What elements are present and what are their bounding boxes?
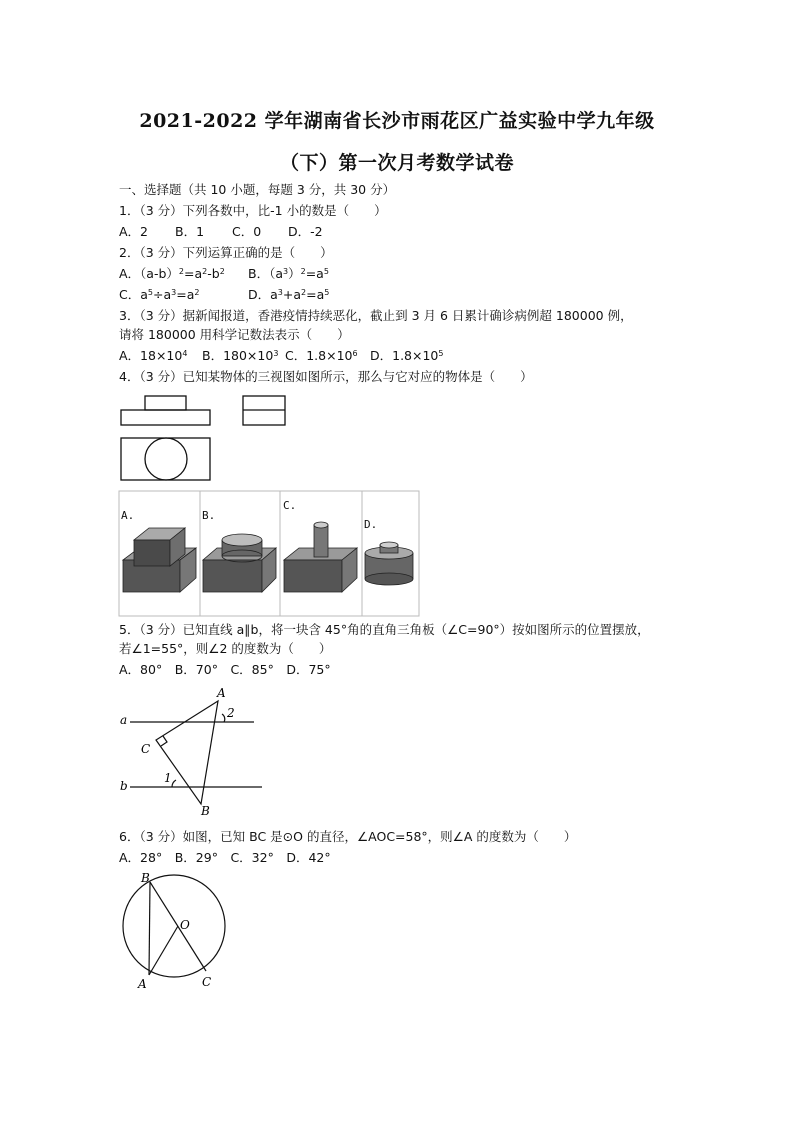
q3-option-a: A．$18\times 10^4$ <box>119 348 188 363</box>
q3-option-c: C．$1.8\times 10^6$ <box>285 348 358 363</box>
label-C: C <box>141 742 151 756</box>
q2-option-b: B．$(a^3)^2=a^5$ <box>248 266 329 281</box>
label-C: C <box>202 975 212 989</box>
q4-option-label-c: C. <box>283 499 297 512</box>
q3-stem-line1: 3．（3 分）据新闻报道，香港疫情持续恶化，截止到 3 月 6 日累计确诊病例超 180000 例， <box>119 308 633 323</box>
label-B: B <box>141 871 150 885</box>
q2-stem: 2．（3 分）下列运算正确的是（ ） <box>119 245 333 260</box>
label-a: a <box>120 713 128 727</box>
q5-stem-line1: 5．（3 分）已知直线 a∥b，将一块含 45°角的直角三角板（∠C=90°）按如图所示的位置摆放， <box>119 622 650 637</box>
q5-options: A．80° B．70° C．85° D．75° <box>119 662 331 677</box>
q2-option-c: C．$a^5\div a^3=a^2$ <box>119 287 200 302</box>
radius-oa <box>149 926 178 975</box>
q1-option-a: A．2 <box>119 224 149 239</box>
q1-stem: 1．（3 分）下列各数中，比-1 小的数是（ ） <box>119 203 387 218</box>
label-O: O <box>180 918 190 932</box>
q5-stem-line2: 若∠1=55°，则∠2 的度数为（ ） <box>119 641 332 656</box>
q3-option-d: D．$1.8\times 10^5$ <box>370 348 444 363</box>
q1-option-c: C．0 <box>232 224 262 239</box>
label-A: A <box>217 686 226 700</box>
q6-stem: 6．（3 分）如图，已知 BC 是⊙O 的直径，∠AOC=58°，则∠A 的度数为（ ） <box>119 829 577 844</box>
q4-stem: 4．（3 分）已知某物体的三视图如图所示，那么与它对应的物体是（ ） <box>119 369 533 384</box>
label-2: 2 <box>227 706 235 720</box>
label-1: 1 <box>164 771 172 785</box>
q6-options: A．28° B．29° C．32° D．42° <box>119 850 331 865</box>
circle-o <box>123 875 225 977</box>
label-A: A <box>138 977 147 991</box>
q2-option-a: A．$(a-b)^2=a^2-b^2$ <box>119 266 225 281</box>
q3-option-b: B．$180\times 10^3$ <box>202 348 279 363</box>
chord-ab <box>149 882 150 975</box>
exam-title-line1: 2021-2022 学年湖南省长沙市雨花区广益实验中学九年级 <box>139 110 655 132</box>
q1-option-d: D．-2 <box>288 224 323 239</box>
q4-option-label-d: D. <box>364 518 378 531</box>
section-heading: 一、选择题（共 10 小题，每题 3 分，共 30 分） <box>119 182 396 197</box>
label-b: b <box>120 779 128 793</box>
q4-option-label-b: B. <box>202 509 216 522</box>
q2-option-d: D．$a^3+a^2=a^5$ <box>248 287 330 302</box>
q3-stem-line2: 请将 180000 用科学记数法表示（ ） <box>119 327 350 342</box>
label-B: B <box>201 804 210 818</box>
q1-option-b: B．1 <box>175 224 205 239</box>
q4-option-label-a: A. <box>121 509 135 522</box>
exam-title-line2: （下）第一次月考数学试卷 <box>279 152 514 174</box>
